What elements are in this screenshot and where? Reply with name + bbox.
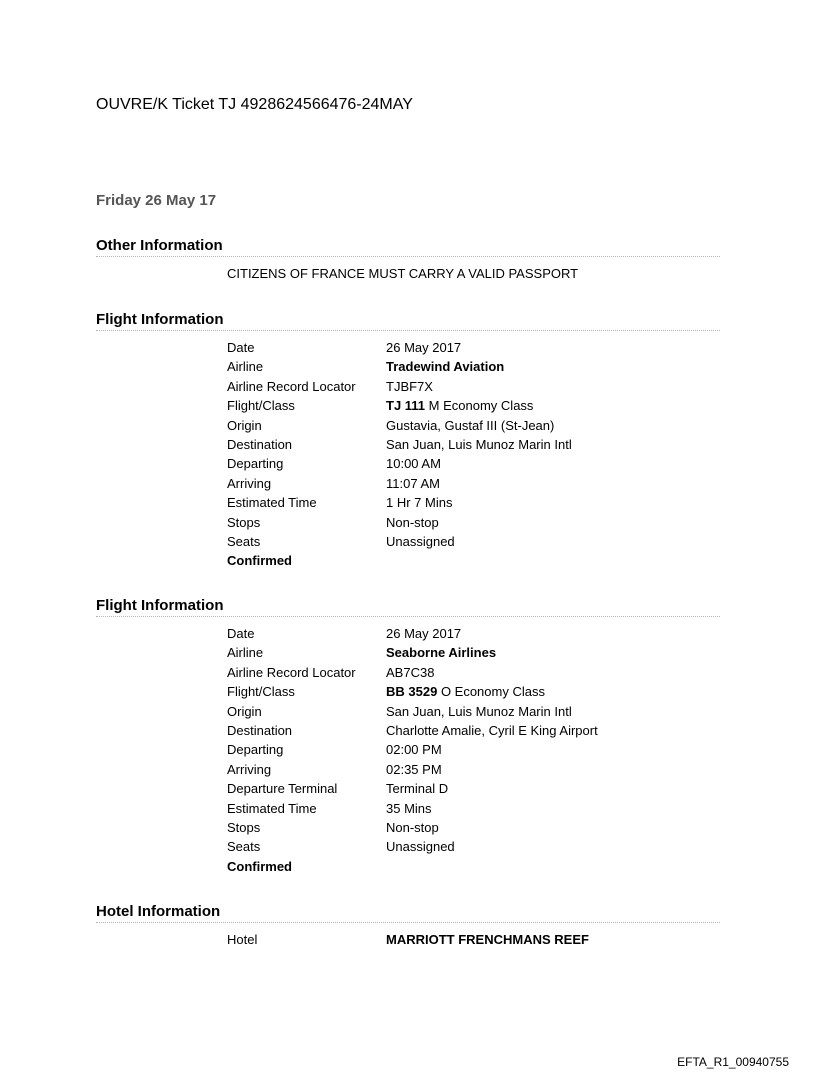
row-value: Unassigned [386, 839, 455, 855]
row-label: Flight/Class [227, 684, 295, 700]
row-value: Tradewind Aviation [386, 359, 505, 375]
flight1-row-status [227, 551, 707, 570]
row-value [386, 682, 545, 701]
row-label: Date [227, 340, 255, 355]
row-label: Origin [227, 703, 262, 719]
flight1-row-departing [227, 454, 707, 473]
flight2-row-flight-class [227, 682, 707, 701]
row-label: Airline Record Locator [227, 378, 356, 394]
flight2-row-airline [227, 643, 707, 662]
flight1-details [227, 338, 707, 571]
row-label: Estimated Time [227, 800, 317, 816]
row-value: 26 May 2017 [386, 626, 462, 641]
row-value: Seaborne Airlines [386, 645, 497, 661]
row-label: Departure Terminal [227, 781, 338, 797]
row-label: Airline [227, 645, 264, 661]
row-label: Airline [227, 359, 264, 375]
row-label: Departing [227, 456, 284, 472]
document-id: EFTA_R1_00940755 [677, 1055, 789, 1069]
row-label: Stops [227, 819, 261, 835]
row-label: Stops [227, 514, 261, 530]
other-info-text: CITIZENS OF FRANCE MUST CARRY A VALID PASSPORT [227, 266, 579, 281]
row-label: Origin [227, 417, 262, 433]
row-value: San Juan, Luis Munoz Marin Intl [386, 436, 572, 452]
row-value: Non-stop [386, 819, 439, 835]
flight2-row-arriving [227, 760, 707, 779]
row-value: Unassigned [386, 533, 455, 549]
flight2-details [227, 624, 707, 876]
row-value: 26 May 2017 [386, 340, 462, 355]
row-label: Estimated Time [227, 495, 317, 511]
flight1-row-date [227, 338, 707, 357]
status-label: Confirmed [227, 553, 292, 569]
flight2-row-stops [227, 818, 707, 837]
flight1-row-airline [227, 357, 707, 376]
row-label: Seats [227, 533, 261, 549]
flight-class: O Economy Class [440, 684, 545, 700]
flight1-row-destination [227, 435, 707, 454]
flight2-row-est-time [227, 799, 707, 818]
flight1-row-stops [227, 513, 707, 532]
flight1-row-locator [227, 377, 707, 396]
row-label: Departing [227, 742, 284, 758]
flight2-row-seats [227, 837, 707, 856]
row-value: 02:00 PM [386, 742, 442, 758]
row-label: Date [227, 626, 255, 641]
flight-class: M Economy Class [428, 398, 534, 414]
hotel-name: MARRIOTT FRENCHMANS REEF [386, 932, 589, 947]
row-value: Terminal D [386, 781, 449, 797]
flight1-title: Flight Information [96, 311, 720, 331]
row-label: Airline Record Locator [227, 664, 356, 680]
row-value: Non-stop [386, 514, 439, 530]
row-value: Charlotte Amalie, Cyril E King Airport [386, 722, 598, 738]
row-value: San Juan, Luis Munoz Marin Intl [386, 703, 572, 719]
hotel-details [227, 930, 707, 949]
flight-number: BB 3529 [386, 684, 438, 700]
ticket-line: OUVRE/K Ticket TJ 4928624566476-24MAY [96, 96, 413, 113]
flight2-row-dep-terminal [227, 779, 707, 798]
other-info-title: Other Information [96, 237, 720, 257]
row-label: Arriving [227, 475, 272, 491]
row-label: Hotel [227, 932, 258, 947]
row-label: Destination [227, 436, 293, 452]
flight2-row-origin [227, 702, 707, 721]
flight1-row-arriving [227, 474, 707, 493]
row-label: Destination [227, 722, 293, 738]
row-value: TJBF7X [386, 378, 433, 394]
flight1-row-est-time [227, 493, 707, 512]
flight-number: TJ 111 [386, 398, 426, 414]
row-value: 35 Mins [386, 800, 432, 816]
flight2-row-locator [227, 663, 707, 682]
row-label: Flight/Class [227, 398, 295, 414]
row-value: 10:00 AM [386, 456, 441, 472]
flight1-row-origin [227, 416, 707, 435]
row-value: 11:07 AM [386, 475, 440, 491]
flight1-row-flight-class [227, 396, 707, 415]
flight2-row-destination [227, 721, 707, 740]
row-value: 02:35 PM [386, 761, 442, 777]
row-value [386, 396, 533, 415]
flight2-title: Flight Information [96, 597, 720, 617]
flight2-row-departing [227, 740, 707, 759]
flight2-row-status [227, 857, 707, 876]
row-value: AB7C38 [386, 664, 435, 680]
flight2-row-date [227, 624, 707, 643]
status-label: Confirmed [227, 858, 292, 874]
hotel-title: Hotel Information [96, 903, 720, 923]
hotel-row-name [227, 930, 707, 949]
flight1-row-seats [227, 532, 707, 551]
row-value: Gustavia, Gustaf III (St-Jean) [386, 417, 555, 433]
day-heading: Friday 26 May 17 [96, 192, 217, 209]
row-value: 1 Hr 7 Mins [386, 495, 453, 511]
row-label: Seats [227, 839, 261, 855]
row-label: Arriving [227, 761, 272, 777]
